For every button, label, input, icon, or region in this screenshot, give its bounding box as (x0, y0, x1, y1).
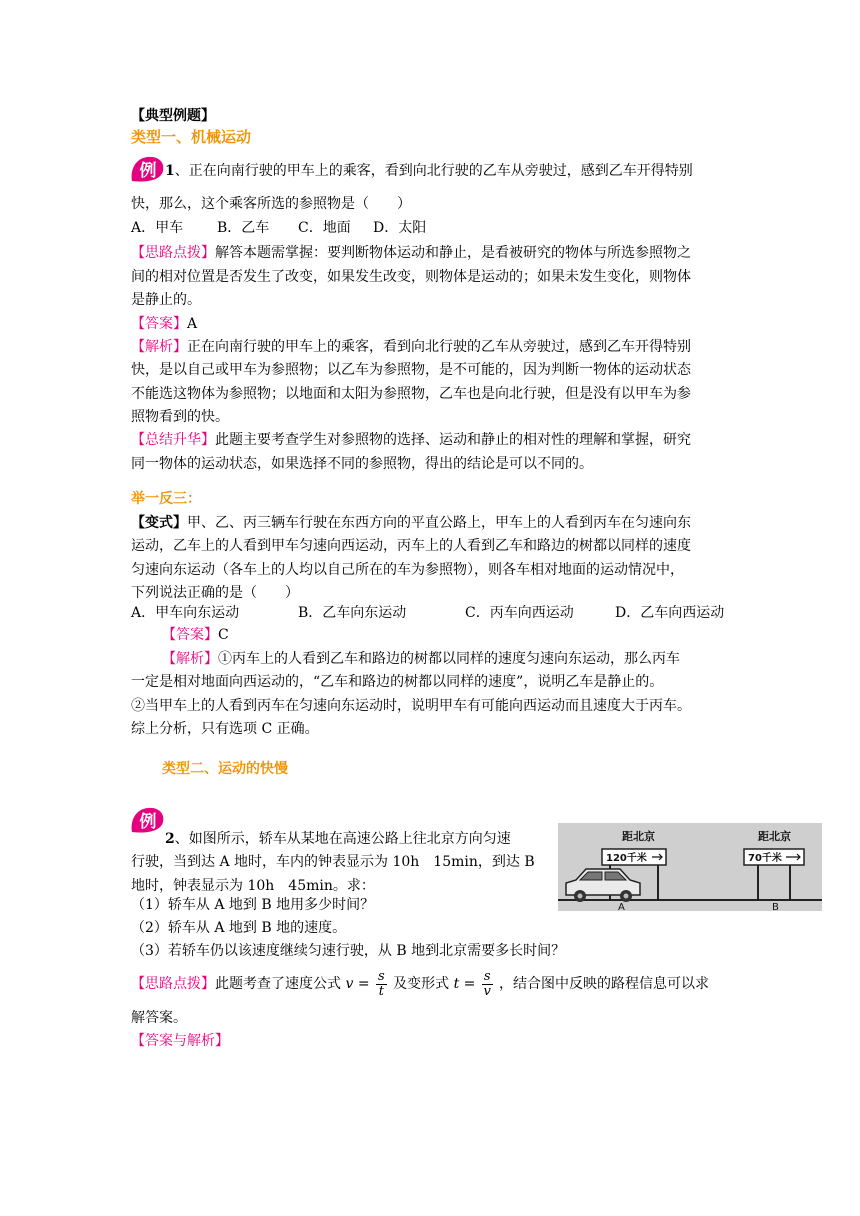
label-a: A (618, 902, 625, 911)
ex2-sub2: （2）轿车从 A 地到 B 地的速度。 (131, 920, 347, 936)
sign-a-bottom: 120千米 (606, 853, 647, 864)
ex2-sub3: （3）若轿车仍以该速度继续匀速行驶，从 B 地到北京需要多长时间？ (131, 943, 566, 959)
variant-line2: 运动，乙车上的人看到甲车匀速向西运动，丙车上的人看到乙车和路边的树都以同样的速度 (131, 538, 691, 554)
ex1-hint-line3: 是静止的。 (131, 292, 201, 308)
ex1-answer: 【答案】A (131, 316, 198, 332)
variant-options (131, 604, 724, 622)
variant-answer: 【答案】C (162, 627, 229, 643)
variant-analysis-line3: ②当甲车上的人看到丙车在匀速向东运动时，说明甲车有可能向西运动而且速度大于丙车。 (131, 698, 691, 714)
sign-b-bottom: 70千米 (748, 853, 782, 864)
ex1-hint-line1: 【思路点拨】解答本题需掌握：要判断物体运动和静止，是看被研究的物体与所选参照物之 (131, 245, 691, 261)
ex1-question-line1: 1、正在向南行驶的甲车上的乘客，看到向北行驶的乙车从旁驶过，感到乙车开得特别 (165, 163, 693, 179)
ex2-hint-line1: 【思路点拨】此题考查了速度公式 v = $\frac{s}{t}$ 及变形式 t = $\frac{s}{v}$ ，结合图中反映的路程信息可以求 (131, 968, 709, 999)
ex1-question-line2: 快，那么，这个乘客所选的参照物是（ ） (131, 196, 411, 212)
ex2-answer-heading: 【答案与解析】 (131, 1033, 229, 1049)
example-badge-text: 例 (139, 161, 157, 181)
variant-option-a: A．甲车向东运动 (131, 605, 240, 621)
sign-b-top: 距北京 (758, 830, 791, 843)
variant-line1: 【变式】甲、乙、丙三辆车行驶在东西方向的平直公路上，甲车上的人看到丙车在匀速向东 (131, 515, 691, 531)
variant-option-c: C．丙车向西运动 (465, 605, 574, 621)
ex1-option-c: C．地面 (298, 220, 351, 236)
variant-line3: 匀速向东运动（各车上的人均以自己所在的车为参照物），则各车相对地面的运动情况中， (131, 562, 684, 578)
variant-analysis-line4: 综上分析，只有选项 C 正确。 (131, 721, 319, 737)
ex1-summary-line2: 同一物体的运动状态，如果选择不同的参照物，得出的结论是可以不同的。 (131, 456, 593, 472)
variant-analysis-line2: 一定是相对地面向西运动的，“乙车和路边的树都以同样的速度”，说明乙车是静止的。 (131, 674, 664, 690)
ex1-option-d: D．太阳 (373, 220, 427, 236)
sign-a-top: 距北京 (622, 830, 655, 843)
time-formula: t = $\frac{s}{v}$ (453, 968, 491, 999)
ex1-analysis-line4: 照物看到的快。 (131, 409, 229, 425)
variant-option-b: B．乙车向东运动 (298, 605, 407, 621)
ex2-question-line2: 行驶，当到达 A 地时，车内的钟表显示为 10h 15min，到达 B (131, 854, 535, 870)
highway-figure (558, 823, 822, 911)
juyi-title: 举一反三： (131, 491, 201, 507)
ex2-question-line3: 地时，钟表显示为 10h 45min。求： (131, 878, 375, 894)
type2-title: 类型二、运动的快慢 (162, 761, 288, 777)
ex1-analysis-line1: 【解析】正在向南行驶的甲车上的乘客，看到向北行驶的乙车从旁驶过，感到乙车开得特别 (131, 339, 691, 355)
variant-line4: 下列说法正确的是（ ） (131, 585, 299, 601)
ex1-analysis-line3: 不能选这物体为参照物；以地面和太阳为参照物，乙车也是向北行驶，但是没有以甲车为参 (131, 386, 691, 402)
example-badge-icon (128, 155, 166, 185)
speed-formula: v = $\frac{s}{t}$ (345, 968, 385, 999)
variant-option-d: D．乙车向西运动 (615, 605, 725, 621)
ex1-option-a: A．甲车 (131, 220, 184, 236)
ex2-question-line1: 2、如图所示，轿车从某地在高速公路上往北京方向匀速 (165, 831, 511, 847)
section-header: 【典型例题】 (131, 108, 215, 124)
example-badge-text: 例 (139, 812, 157, 832)
ex1-option-b: B．乙车 (217, 220, 270, 236)
ex2-sub1: （1）轿车从 A 地到 B 地用多少时间？ (131, 897, 375, 913)
ex1-options (131, 219, 426, 237)
label-b: B (772, 902, 779, 911)
ex1-analysis-line2: 快，是以自己或甲车为参照物；以乙车为参照物，是不可能的，因为判断一物体的运动状态 (131, 362, 691, 378)
type1-title: 类型一、机械运动 (131, 128, 252, 146)
variant-analysis-line1: 【解析】①丙车上的人看到乙车和路边的树都以同样的速度匀速向东运动，那么丙车 (162, 651, 680, 667)
example-badge-icon (128, 806, 166, 836)
ex2-hint-line2: 解答案。 (131, 1010, 187, 1026)
ex1-summary-line1: 【总结升华】此题主要考查学生对参照物的选择、运动和静止的相对性的理解和掌握，研究 (131, 432, 691, 448)
ex1-hint-line2: 间的相对位置是否发生了改变，如果发生改变，则物体是运动的；如果未发生变化，则物体 (131, 269, 691, 285)
